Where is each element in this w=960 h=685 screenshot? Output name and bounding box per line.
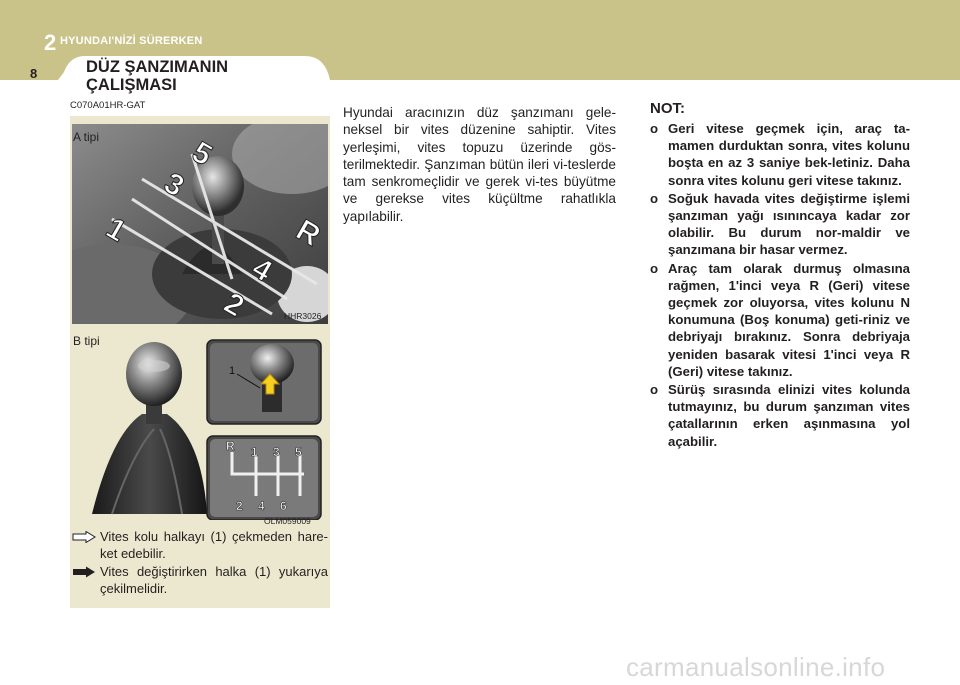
note-bullet-marker: o xyxy=(650,382,659,398)
figure-bullet-1 xyxy=(72,528,330,564)
gear-label-2: 2 xyxy=(218,286,250,324)
note-item xyxy=(650,120,910,189)
chapter-number: 2 xyxy=(44,30,57,55)
note-title: NOT: xyxy=(650,100,685,117)
note-item-text-4: Sürüş sırasında elinizi vites kolunda tutmayınız, bu durum şanzıman vites çatallarının erken aşınmasına yol açabilir. xyxy=(668,382,910,449)
note-item xyxy=(650,381,910,450)
note-bullet-marker: o xyxy=(650,260,659,276)
gear-label-r: R xyxy=(290,213,326,253)
figure-code-a: HHR3026 xyxy=(284,311,322,321)
note-item-text-3: Araç tam olarak durmuş olmasına rağmen, 1'inci veya R (Geri) vitese geçmek zor oluyorsa, vites kolunu N konumuna (Boş konuma) geti-riniz ve debriyajı bırakınız. Sonra debriyaja yeniden basarak vitesi 1'inci veya R (Geri) vitese takınız. xyxy=(668,260,910,379)
pattern-label-1: 1 xyxy=(251,445,258,459)
note-bullet-marker: o xyxy=(650,190,659,206)
pattern-label-2: 2 xyxy=(236,499,243,513)
figure-bullet-2 xyxy=(72,563,330,599)
section-title-line-1: DÜZ ŞANZIMANIN xyxy=(86,58,229,76)
note-item-text-1: Geri vitese geçmek için, araç ta-mamen durduktan sonra, vites kolunu boşta en az 3 saniye bek-letiniz. Daha sonra vites kolunu geri vitese takınız. xyxy=(668,121,910,188)
ring-callout-label: 1 xyxy=(229,365,236,377)
gear-label-1: 1 xyxy=(100,211,132,249)
chapter-title: HYUNDAI'NİZİ SÜRERKEN xyxy=(60,35,203,47)
note-item-text-2: Soğuk havada vites değiştirme işlemi şanzıman yağı ısınıncaya kadar zor olabilir. Bu durum nor-maldir ve şanzımana bir hasar vermez. xyxy=(668,190,910,258)
figure-code-b: OLM059009 xyxy=(264,516,311,526)
note-bullet-marker: o xyxy=(650,121,659,136)
document-code: C070A01HR-GAT xyxy=(70,100,146,111)
note-box xyxy=(650,100,910,451)
note-item xyxy=(650,190,910,259)
pattern-label-3: 3 xyxy=(273,445,280,459)
solid-arrow-icon xyxy=(72,566,96,578)
figure-bullet-text-2: Vites değiştirirken halka (1) yukarıya çekilmelidir. xyxy=(100,564,328,596)
page-number: 8 xyxy=(30,66,38,81)
gear-label-3: 3 xyxy=(158,166,190,204)
hollow-arrow-icon xyxy=(72,531,96,543)
section-title-line-2: ÇALIŞMASI xyxy=(86,76,177,94)
gearshift-photo-a xyxy=(72,124,328,324)
body-paragraph: Hyundai aracınızın düz şanzımanı gele-neksel bir vites düzenine sahiptir. Vites yerleşimi, vites topuzu üzerinde gös-terilmektedir. Şanzıman bütün ileri vi-teslerde tam senkromeçlidir ve gerek vi-tes büyütme ve gerekse vites küçültme rahatlıkla yapılabilir. xyxy=(343,105,616,224)
note-item xyxy=(650,260,910,380)
type-a-label: A tipi xyxy=(73,130,100,144)
section-title xyxy=(86,58,326,94)
type-b-label: B tipi xyxy=(73,334,100,348)
gearshift-photo-b xyxy=(72,334,328,520)
gear-label-5: 5 xyxy=(186,135,218,173)
pattern-label-6: 6 xyxy=(280,499,287,513)
pattern-label-5: 5 xyxy=(295,445,302,459)
pattern-label-4: 4 xyxy=(258,499,265,513)
pattern-label-r: R xyxy=(226,439,235,453)
figure-bullet-text-1: Vites kolu halkayı (1) çekmeden hare-ket edebilir. xyxy=(100,529,328,561)
watermark: carmanualsonline.info xyxy=(626,652,886,682)
gear-label-4: 4 xyxy=(246,251,278,289)
